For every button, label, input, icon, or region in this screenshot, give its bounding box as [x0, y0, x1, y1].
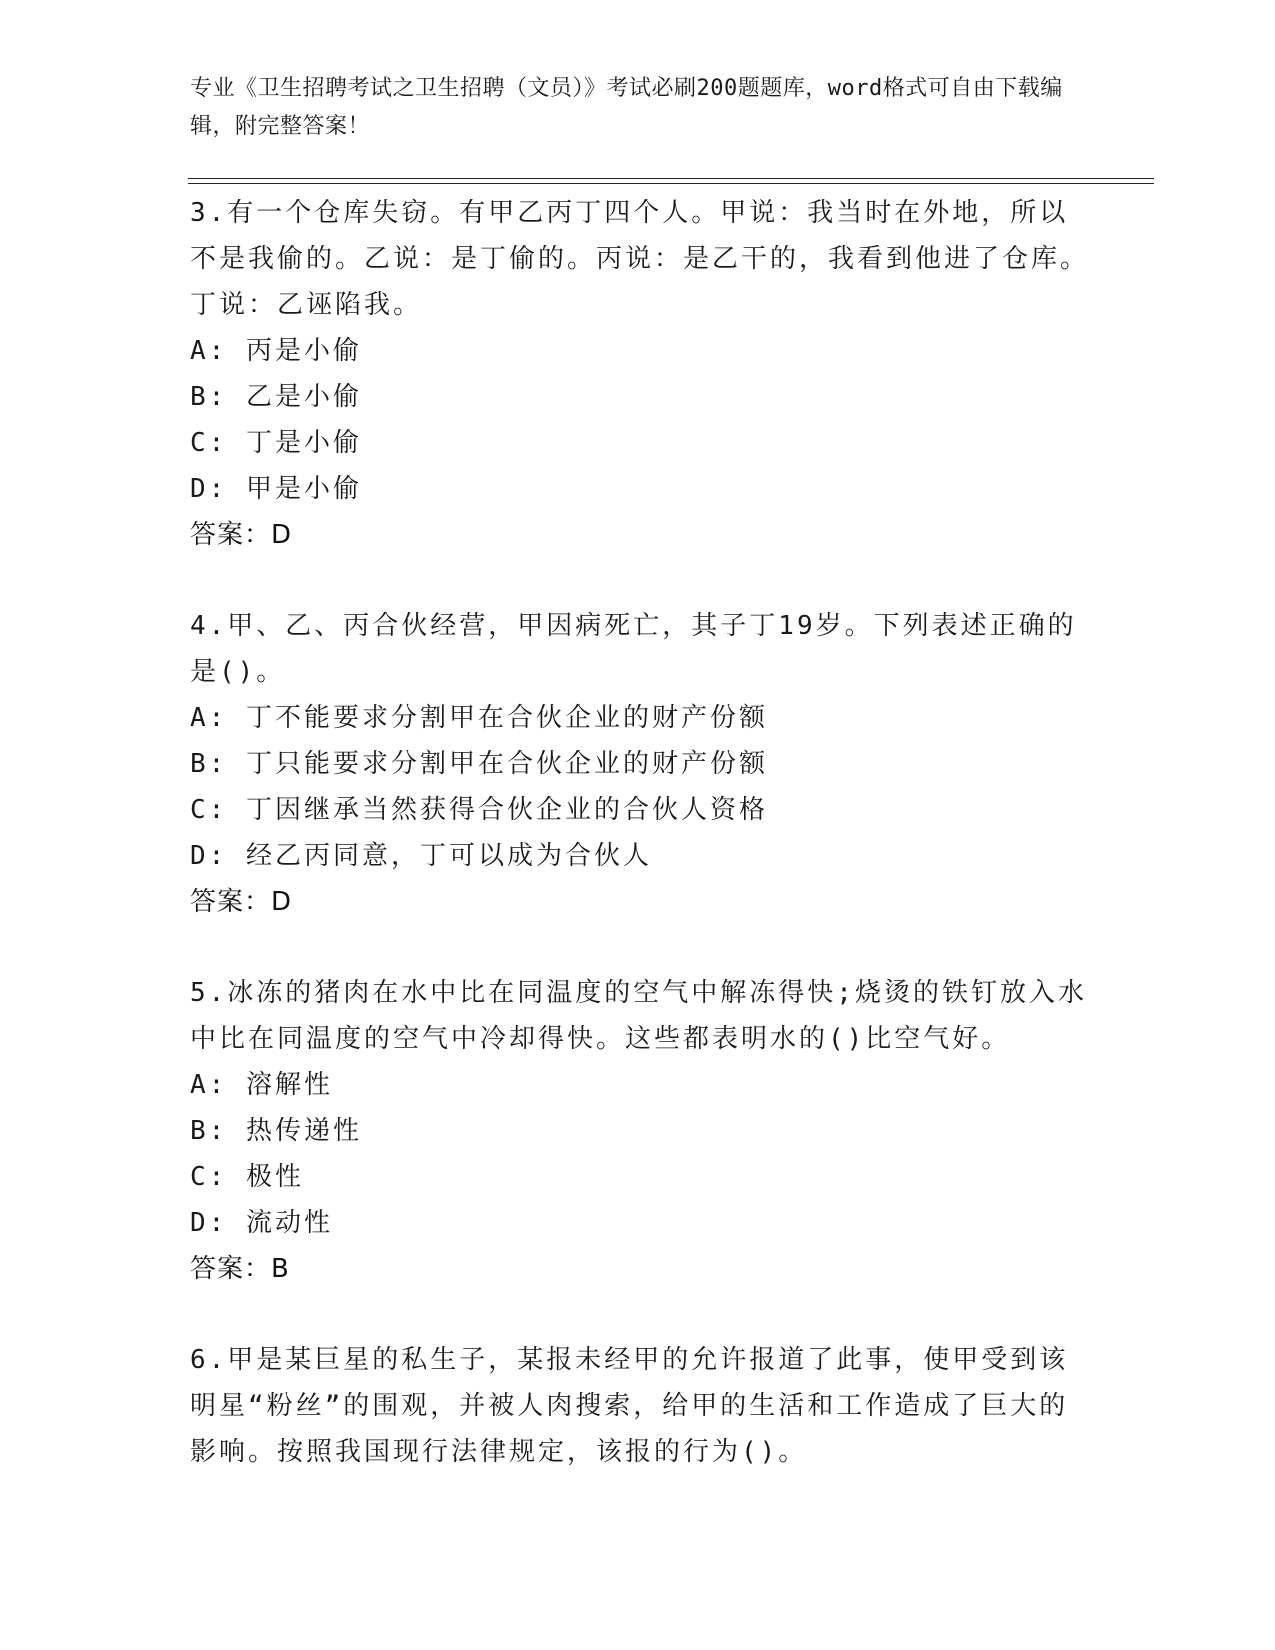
- option-d: D: 流动性: [190, 1208, 333, 1238]
- question-6: [190, 1337, 1090, 1475]
- question-list: [190, 190, 1090, 1475]
- question-stem: 4.甲、乙、丙合伙经营，甲因病死亡，其子丁19岁。下列表述正确的是()。: [190, 611, 1077, 687]
- option-d: D: 甲是小偷: [190, 474, 362, 504]
- question-stem: 6.甲是某巨星的私生子，某报未经甲的允许报道了此事，使甲受到该明星“粉丝”的围观，并被人肉搜索，给甲的生活和工作造成了巨大的影响。按照我国现行法律规定，该报的行为()。: [190, 1345, 1069, 1467]
- header-divider-top: [188, 178, 1154, 179]
- option-c: C: 丁因继承当然获得合伙企业的合伙人资格: [190, 795, 768, 825]
- question-4: [190, 603, 1090, 925]
- question-stem: 3.有一个仓库失窃。有甲乙丙丁四个人。甲说：我当时在外地，所以不是我偷的。乙说：是丁偷的。丙说：是乙干的，我看到他进了仓库。丁说：乙诬陷我。: [190, 198, 1090, 320]
- answer: 答案：D: [190, 520, 293, 550]
- question-3: [190, 190, 1090, 558]
- document-header: 专业《卫生招聘考试之卫生招聘（文员）》考试必刷200题题库，word格式可自由下载编辑，附完整答案！: [190, 76, 1063, 139]
- option-c: C: 极性: [190, 1162, 304, 1192]
- question-5: [190, 970, 1090, 1292]
- answer: 答案：D: [190, 887, 293, 917]
- option-a: A: 溶解性: [190, 1070, 333, 1100]
- option-c: C: 丁是小偷: [190, 428, 362, 458]
- header-divider-bottom: [188, 183, 1154, 184]
- option-b: B: 热传递性: [190, 1116, 362, 1146]
- option-d: D: 经乙丙同意，丁可以成为合伙人: [190, 841, 652, 871]
- option-a: A: 丙是小偷: [190, 336, 362, 366]
- option-b: B: 丁只能要求分割甲在合伙企业的财产份额: [190, 749, 768, 779]
- option-b: B: 乙是小偷: [190, 382, 362, 412]
- question-stem: 5.冰冻的猪肉在水中比在同温度的空气中解冻得快;烧烫的铁钉放入水中比在同温度的空气中冷却得快。这些都表明水的()比空气好。: [190, 978, 1087, 1054]
- answer: 答案：B: [190, 1254, 290, 1284]
- option-a: A: 丁不能要求分割甲在合伙企业的财产份额: [190, 703, 768, 733]
